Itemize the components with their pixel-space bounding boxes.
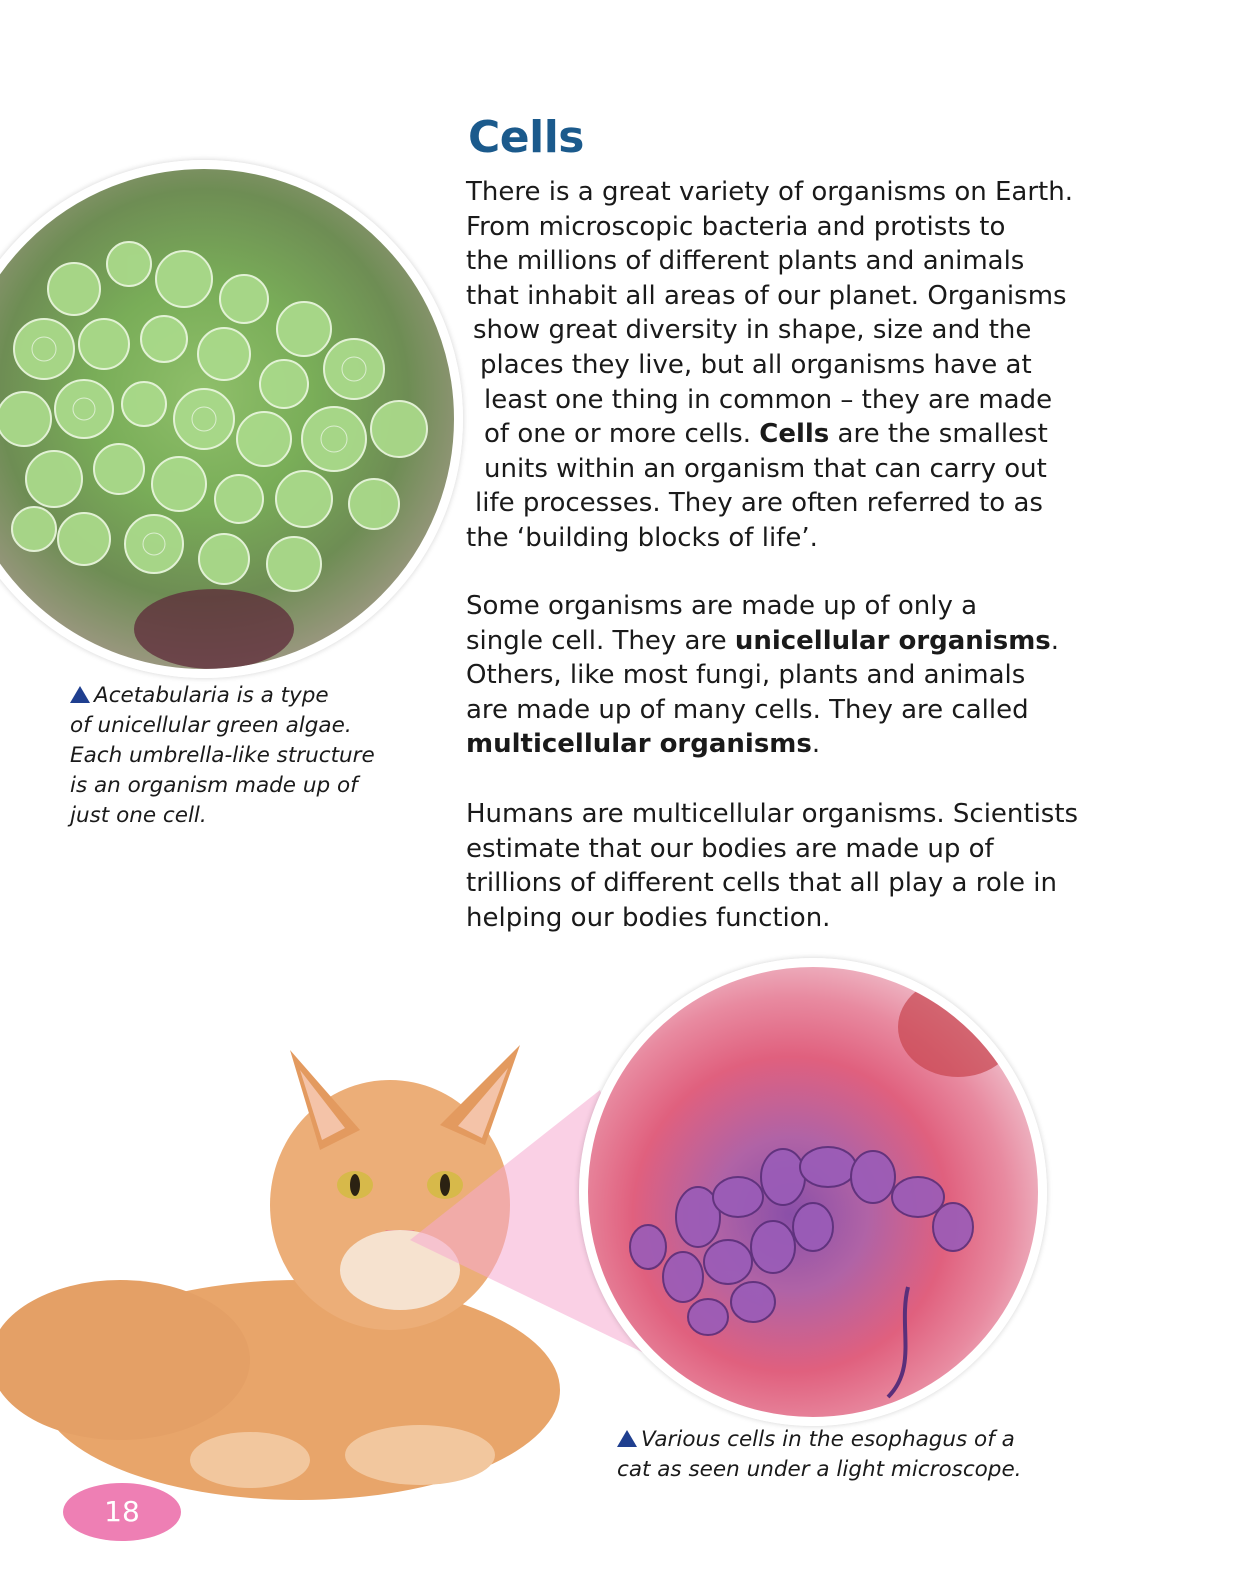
paragraph-line: the millions of different plants and animals [466, 246, 1025, 277]
acetabularia-photo [0, 160, 463, 678]
paragraph-line: show great diversity in shape, size and the [473, 315, 1032, 346]
caption-line [70, 681, 375, 711]
paragraph-line: trillions of different cells that all play a role in [466, 868, 1057, 899]
caption-line [617, 1425, 1022, 1455]
paragraph-line: There is a great variety of organisms on Earth. [466, 177, 1073, 207]
text-run: . [1050, 625, 1060, 656]
paragraph-line: estimate that our bodies are made up of [466, 833, 994, 864]
caption-line: just one cell. [70, 803, 207, 828]
text-run: Acetabularia is a type [94, 683, 329, 708]
paragraph-line: that inhabit all areas of our planet. Organisms [466, 280, 1067, 311]
paragraph-line: From microscopic bacteria and protists to [466, 211, 1006, 242]
caption-line: cat as seen under a light microscope. [617, 1457, 1022, 1482]
intro-paragraph [466, 175, 1106, 556]
algae-illustration [0, 169, 454, 669]
paragraph-line: units within an organism that can carry out [484, 453, 1047, 484]
text-run: of one or more cells. [484, 419, 751, 450]
paragraph-line: least one thing in common – they are made [484, 384, 1053, 415]
esophagus-micrograph [579, 958, 1047, 1426]
caption-triangle-marker-icon [70, 686, 90, 703]
text-run: are the smallest [837, 419, 1048, 450]
organisms-paragraph [466, 589, 1106, 762]
paragraph-line: life processes. They are often referred to as [475, 488, 1043, 519]
keyword-multicellular: multicellular organisms [466, 729, 812, 760]
caption-triangle-marker-icon [617, 1430, 637, 1447]
caption-line: Each umbrella-like structure [70, 743, 375, 768]
micrograph-illustration [588, 967, 1038, 1417]
paragraph-line: helping our bodies function. [466, 902, 831, 933]
keyword-cells: Cells [759, 419, 830, 450]
paragraph-line: the ‘building blocks of life’. [466, 522, 818, 553]
text-run: Various cells in the esophagus of a [641, 1427, 1015, 1452]
paragraph-line: places they live, but all organisms have at [480, 349, 1032, 380]
algae-caption [70, 681, 375, 831]
micrograph-caption [617, 1425, 1022, 1485]
caption-line: is an organism made up of [70, 773, 358, 798]
paragraph-line: Some organisms are made up of only a [466, 591, 978, 621]
caption-line: of unicellular green algae. [70, 713, 352, 738]
paragraph-line: Others, like most fungi, plants and animals [466, 660, 1026, 691]
humans-paragraph [466, 797, 1106, 935]
text-run: . [811, 729, 821, 760]
paragraph-line [466, 727, 1106, 762]
page-title: Cells [468, 112, 584, 163]
keyword-unicellular: unicellular organisms [734, 625, 1051, 656]
paragraph-line [466, 417, 1106, 452]
page-number-badge: 18 [63, 1483, 181, 1541]
paragraph-line: are made up of many cells. They are called [466, 694, 1029, 725]
paragraph-line [466, 624, 1106, 659]
paragraph-line: Humans are multicellular organisms. Scientists [466, 799, 1079, 829]
text-run: single cell. They are [466, 625, 727, 656]
